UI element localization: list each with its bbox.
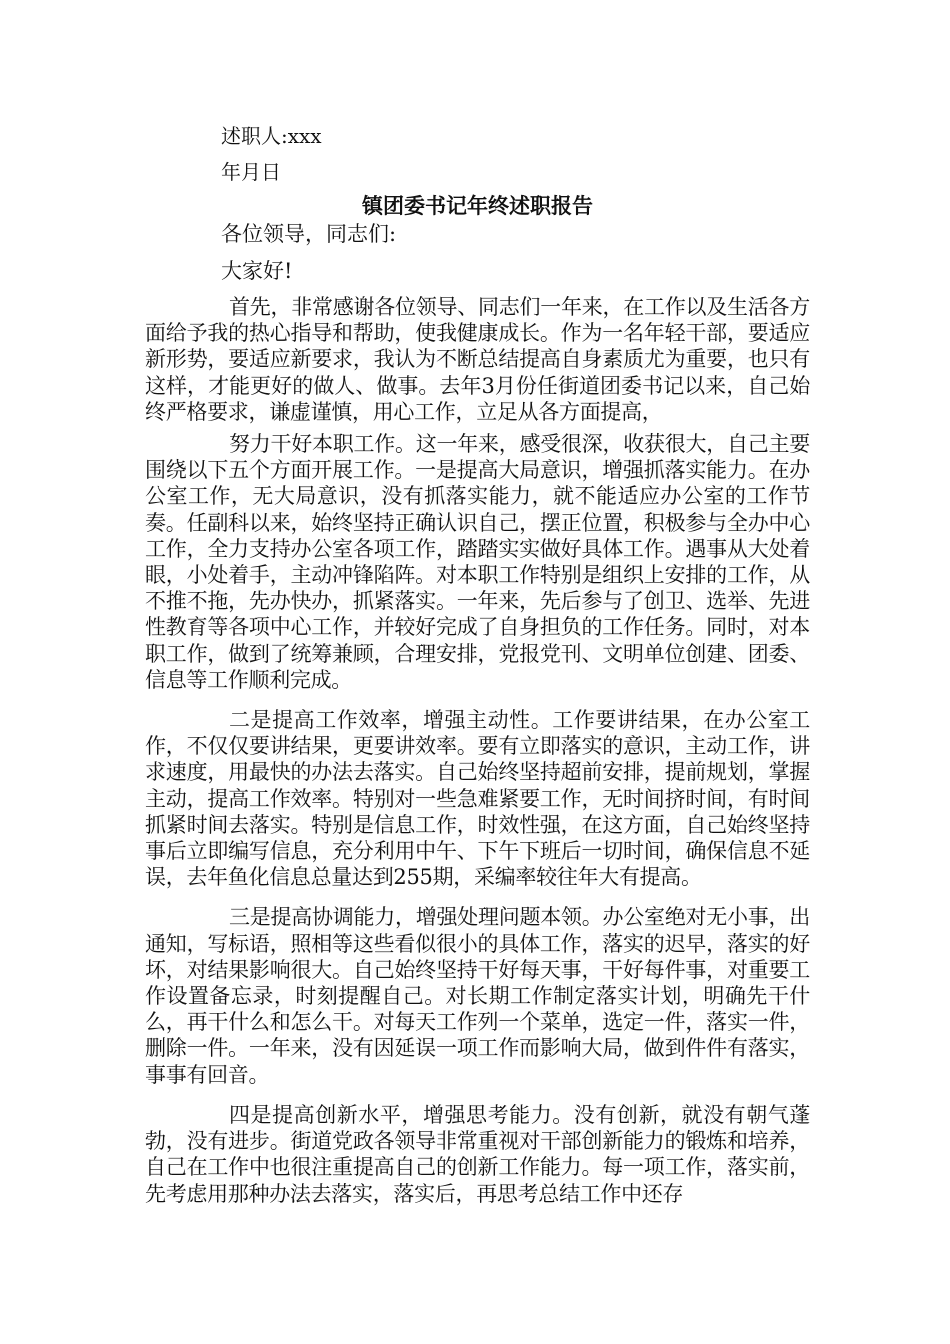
paragraph-2: 努力干好本职工作。这一年来，感受很深，收获很大，自己主要围绕以下五个方面开展工作。一是提高大局意识，增强抓落实能力。在办公室工作，无大局意识，没有抓落实能力，就不能适应办公室的工作节奏。任副科以来，始终坚持正确认识自己，摆正位置，积极参与全办中心工作，全力支持办公室各项工作，踏踏实实做好具体工作。遇事从大处着眼，小处着手，主动冲锋陷阵。对本职工作特别是组织上安排的工作，从不推不拖，先办快办，抓紧落实。一年来，先后参与了创卫、选举、先进性教育等各项中心工作，并较好完成了自身担负的工作任务。同时，对本职工作，做到了统筹兼顾，合理安排，党报党刊、文明单位创建、团委、信息等工作顺利完成。 — [145, 432, 810, 692]
signer-line: 述职人:xxx — [221, 124, 322, 148]
salutation-greeting: 大家好! — [221, 259, 293, 283]
paragraph-3: 二是提高工作效率，增强主动性。工作要讲结果，在办公室工作，不仅仅要讲结果，更要讲效率。要有立即落实的意识，主动工作，讲求速度，用最快的办法去落实。自己始终坚持超前安排，提前规划，掌握主动，提高工作效率。特别对一些急难紧要工作，无时间挤时间，有时间抓紧时间去落实。特别是信息工作，时效性强，在这方面，自己始终坚持事后立即编写信息，充分利用中午、下午下班后一切时间，确保信息不延误，去年鱼化信息总量达到255期，采编率较往年大有提高。 — [145, 708, 810, 890]
paragraph-5: 四是提高创新水平，增强思考能力。没有创新，就没有朝气蓬勃，没有进步。街道党政各领导非常重视对干部创新能力的锻炼和培养，自己在工作中也很注重提高自己的创新工作能力。每一项工作，落实前，先考虑用那种办法去落实，落实后，再思考总结工作中还存 — [145, 1102, 810, 1206]
paragraph-1: 首先，非常感谢各位领导、同志们一年来，在工作以及生活各方面给予我的热心指导和帮助，使我健康成长。作为一名年轻干部，要适应新形势，要适应新要求，我认为不断总结提高自身素质尤为重要，也只有这样，才能更好的做人、做事。去年3月份任街道团委书记以来，自己始终严格要求，谦虚谨慎，用心工作，立足从各方面提高， — [145, 295, 810, 424]
salutation-leaders: 各位领导，同志们: — [221, 222, 397, 246]
document-title: 镇团委书记年终述职报告 — [362, 193, 593, 218]
date-line: 年月日 — [221, 160, 281, 184]
document-body — [145, 118, 810, 1221]
paragraph-4: 三是提高协调能力，增强处理问题本领。办公室绝对无小事，出通知，写标语，照相等这些看似很小的具体工作，落实的迟早，落实的好坏，对结果影响很大。自己始终坚持干好每天事，干好每件事，对重要工作设置备忘录，时刻提醒自己。对长期工作制定落实计划，明确先干什么，再干什么和怎么干。对每天工作列一个菜单，选定一件，落实一件，删除一件。一年来，没有因延误一项工作而影响大局，做到件件有落实，事事有回音。 — [145, 905, 810, 1087]
